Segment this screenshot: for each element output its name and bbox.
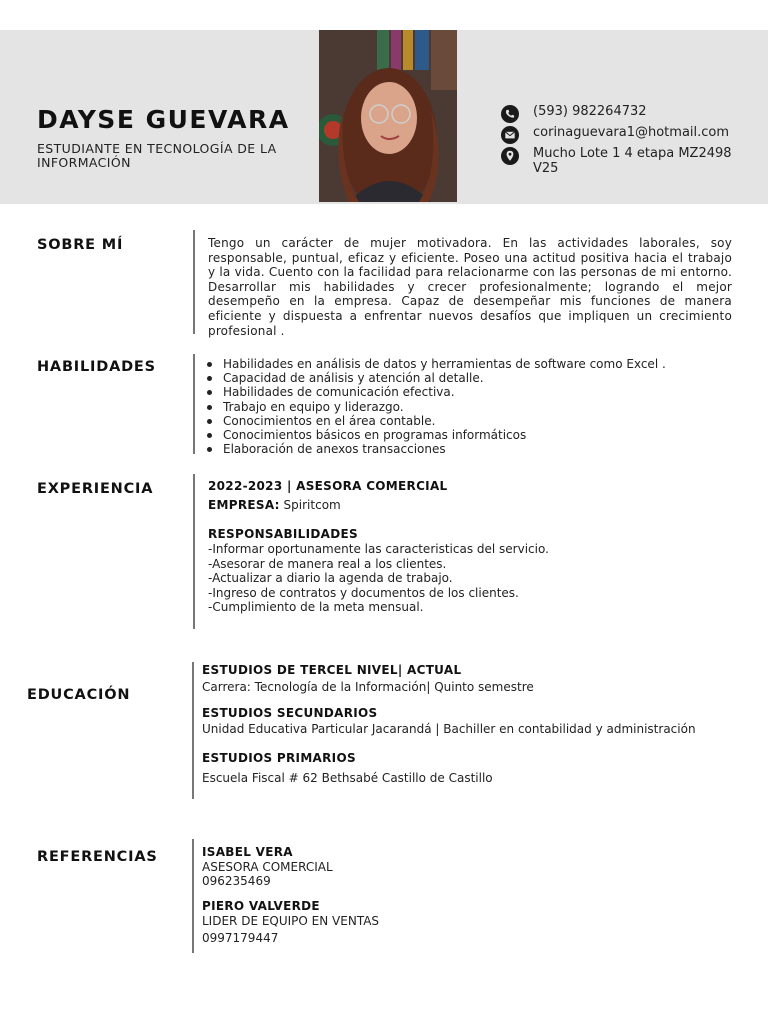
candidate-title: ESTUDIANTE EN TECNOLOGÍA DE LA INFORMACIÓN bbox=[37, 141, 277, 170]
email-text: corinaguevara1@hotmail.com bbox=[533, 125, 730, 140]
list-item: -Informar oportunamente las caracteristicas del servicio. bbox=[208, 542, 549, 556]
list-item: -Cumplimiento de la meta mensual. bbox=[208, 600, 424, 615]
about-text: Tengo un carácter de mujer motivadora. En las actividades laborales, soy responsable, puntual, eficaz y eficiente. Poseo una actitud positiva hacia el trabajo y la vida. Cuento con la facilidad para relacionarme con las personas de mi entorno. Desarrollar mis habilidades y crecer profesionalmente; logrando el mejor desempeño en la empresa. Capaz de desempeñar mis funciones de manera eficiente y dispuesta a enfrentar nuevos desafíos que impliquen un crecimiento profesional . bbox=[208, 236, 732, 338]
reference-item bbox=[202, 845, 333, 889]
edu-tertiary-text: Carrera: Tecnología de la Información| Quinto semestre bbox=[202, 680, 534, 694]
section-title-skills: HABILIDADES bbox=[37, 359, 156, 375]
section-title-references: REFERENCIAS bbox=[37, 849, 158, 865]
company-name: Spiritcom bbox=[279, 498, 341, 512]
responsibilities-title: RESPONSABILIDADES bbox=[208, 527, 358, 541]
list-item: -Ingreso de contratos y documentos de los clientes. bbox=[208, 585, 519, 600]
edu-secondary-text: Unidad Educativa Particular Jacarandá | Bachiller en contabilidad y administración bbox=[202, 722, 696, 736]
edu-primary-text: Escuela Fiscal # 62 Bethsabé Castillo de Castillo bbox=[202, 771, 493, 785]
edu-primary-title: ESTUDIOS PRIMARIOS bbox=[202, 751, 356, 765]
edu-tertiary-title: ESTUDIOS DE TERCEL NIVEL| ACTUAL bbox=[202, 663, 462, 677]
phone-text: (593) 982264732 bbox=[533, 104, 647, 119]
address-text: Mucho Lote 1 4 etapa MZ2498 V25 bbox=[533, 146, 732, 176]
reference-item bbox=[202, 899, 379, 946]
section-title-education: EDUCACIÓN bbox=[27, 687, 131, 703]
profile-photo bbox=[319, 30, 457, 202]
contact-info bbox=[501, 104, 761, 182]
phone-icon bbox=[501, 105, 519, 123]
section-divider bbox=[193, 230, 195, 334]
email-icon bbox=[501, 126, 519, 144]
list-item: Habilidades de comunicación efectiva. bbox=[207, 385, 747, 399]
responsibilities-list bbox=[208, 542, 549, 615]
edu-secondary-title: ESTUDIOS SECUNDARIOS bbox=[202, 706, 378, 720]
section-divider bbox=[192, 839, 194, 953]
reference-role: LIDER DE EQUIPO EN VENTAS bbox=[202, 913, 380, 928]
location-pin-icon bbox=[501, 147, 519, 165]
contact-phone bbox=[501, 104, 761, 119]
contact-email bbox=[501, 125, 761, 140]
job-period-role: 2022-2023 | ASESORA COMERCIAL bbox=[208, 479, 448, 493]
list-item: Trabajo en equipo y liderazgo. bbox=[207, 400, 747, 414]
reference-name: ISABEL VERA bbox=[202, 845, 293, 859]
reference-phone: 096235469 bbox=[202, 874, 271, 889]
section-title-experience: EXPERIENCIA bbox=[37, 481, 154, 497]
contact-address bbox=[501, 146, 761, 176]
candidate-name: DAYSE GUEVARA bbox=[37, 105, 290, 134]
section-divider bbox=[193, 354, 195, 454]
list-item: Conocimientos en el área contable. bbox=[207, 414, 747, 428]
list-item: Capacidad de análisis y atención al detalle. bbox=[207, 371, 747, 385]
list-item: -Actualizar a diario la agenda de trabajo. bbox=[208, 571, 453, 586]
reference-role: ASESORA COMERCIAL bbox=[202, 859, 333, 874]
list-item: -Asesorar de manera real a los clientes. bbox=[208, 556, 447, 571]
job-company bbox=[208, 498, 341, 513]
reference-phone: 0997179447 bbox=[202, 931, 279, 946]
reference-name: PIERO VALVERDE bbox=[202, 899, 320, 913]
section-divider bbox=[192, 662, 194, 799]
skills-list bbox=[207, 357, 747, 456]
list-item: Elaboración de anexos transacciones bbox=[207, 442, 747, 456]
section-title-about: SOBRE MÍ bbox=[37, 237, 124, 253]
section-divider bbox=[193, 474, 195, 629]
company-label: EMPRESA: bbox=[208, 498, 280, 512]
list-item: Habilidades en análisis de datos y herramientas de software como Excel . bbox=[207, 357, 747, 371]
list-item: Conocimientos básicos en programas informáticos bbox=[207, 428, 747, 442]
